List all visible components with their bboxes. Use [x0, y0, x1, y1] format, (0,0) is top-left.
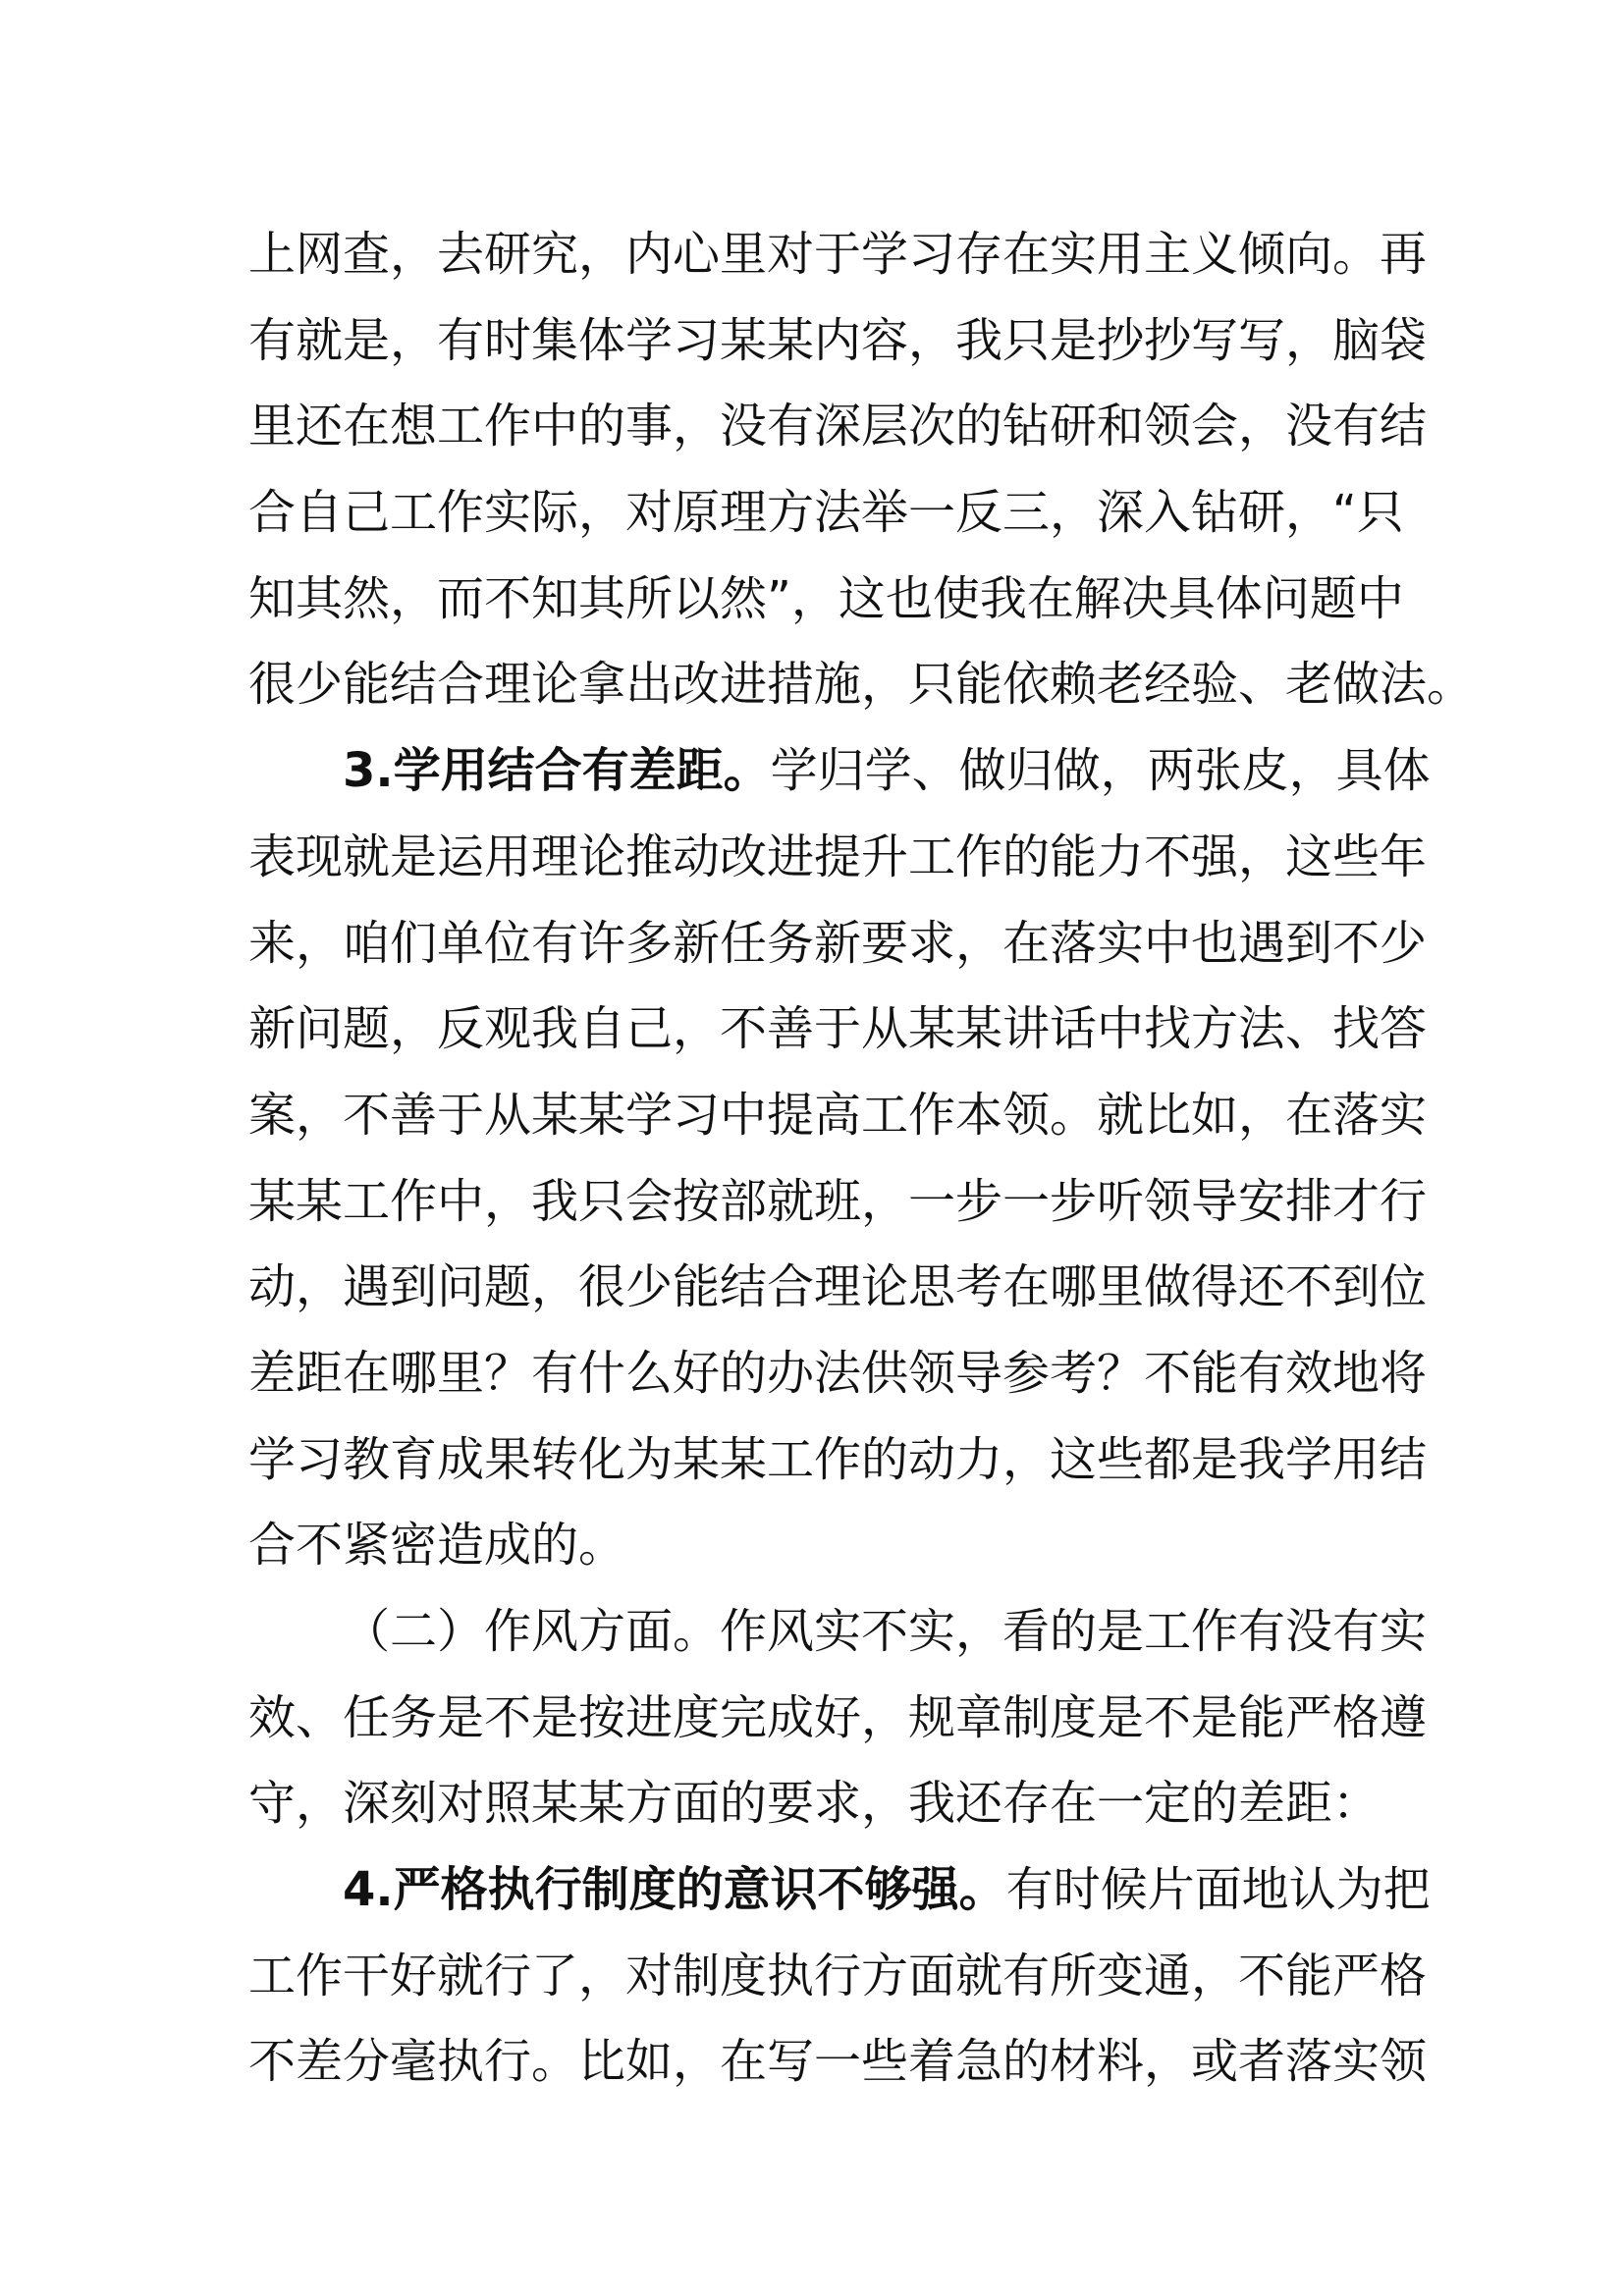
line-text: 动，遇到问题，很少能结合理论思考在哪里做得还不到位 [248, 1259, 1428, 1315]
text-line [248, 1761, 1388, 1847]
line-text: 合不紧密造成的。 [248, 1518, 626, 1574]
text-line [248, 987, 1428, 1073]
line-text: 合自己工作实际，对原理方法举一反三，深入钻研，“只 [248, 485, 1404, 541]
line-text: 差距在哪里？有什么好的办法供领导参考？不能有效地将 [248, 1345, 1428, 1401]
line-text: 上网查，去研究，内心里对于学习存在实用主义倾向。再 [248, 227, 1428, 282]
text-line [248, 1503, 1388, 1589]
line-text: 里还在想工作中的事，没有深层次的钻研和领会，没有结 [248, 399, 1428, 454]
line-text: （二）作风方面。作风实不实，看的是工作有没有实 [343, 1604, 1428, 1659]
section-heading: 4.严格执行制度的意识不够强。 [343, 1862, 1006, 1918]
line-text: 有时候片面地认为把 [1005, 1862, 1431, 1918]
text-line [248, 2019, 1428, 2106]
text-line [248, 815, 1428, 901]
text-line [248, 1589, 1428, 1676]
text-line [248, 212, 1428, 298]
text-line [248, 1073, 1428, 1159]
text-line [248, 901, 1428, 988]
text-line [248, 1934, 1428, 2020]
line-text: 某某工作中，我只会按部就班，一步一步听领导安排才行 [248, 1173, 1428, 1229]
text-line [248, 1331, 1428, 1417]
line-text: 学归学、做归做，两张皮，具体 [770, 743, 1431, 799]
line-text: 知其然，而不知其所以然”，这也使我在解决具体问题中 [248, 570, 1404, 626]
line-text: 很少能结合理论拿出改进措施，只能依赖老经验、老做法。 [248, 657, 1475, 713]
line-text: 新问题，反观我自己，不善于从某某讲话中找方法、找答 [248, 1001, 1428, 1057]
document-page [248, 212, 1475, 2106]
line-text: 守，深刻对照某某方面的要求，我还存在一定的差距： [248, 1776, 1380, 1832]
line-text: 来，咱们单位有许多新任务新要求，在落实中也遇到不少 [248, 915, 1428, 971]
text-line [248, 557, 1404, 643]
text-line [248, 1159, 1428, 1246]
line-text: 案，不善于从某某学习中提高工作本领。就比如，在落实 [248, 1087, 1428, 1143]
line-text: 不差分毫执行。比如，在写一些着急的材料，或者落实领 [248, 2034, 1428, 2090]
line-text: 效、任务是不是按进度完成好，规章制度是不是能严格遵 [248, 1689, 1428, 1745]
text-line [248, 1847, 1431, 1934]
line-text: 工作干好就行了，对制度执行方面就有所变通，不能严格 [248, 1948, 1428, 2003]
text-line [248, 298, 1428, 385]
text-line [248, 470, 1404, 557]
text-line [248, 384, 1428, 470]
text-line [248, 1245, 1428, 1331]
text-line [248, 1676, 1428, 1762]
text-line [248, 1417, 1428, 1504]
line-text: 表现就是运用理论推动改进提升工作的能力不强，这些年 [248, 828, 1428, 884]
section-heading: 3.学用结合有差距。 [343, 743, 771, 799]
line-text: 有就是，有时集体学习某某内容，我只是抄抄写写，脑袋 [248, 312, 1428, 368]
text-line [248, 728, 1431, 815]
line-text: 学习教育成果转化为某某工作的动力，这些都是我学用结 [248, 1431, 1428, 1487]
text-line [248, 642, 1475, 728]
